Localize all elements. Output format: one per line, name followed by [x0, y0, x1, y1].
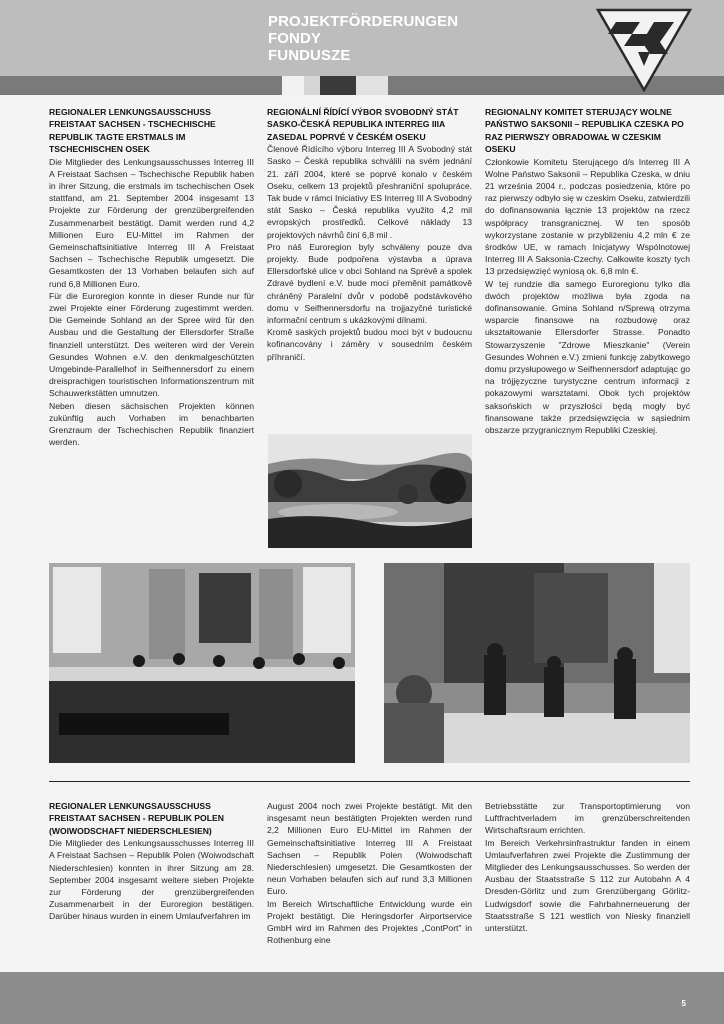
article-body: Die Mitglieder des Lenkungsausschusses Interreg III A Freistaat Sachsen – Tschechische Republik haben in ihrer Sitzung, die erstmals im tschechischen Osek stattfand, am 21. September 2004 insgesamt 13 Projekte zur Förderung der grenzübergreifenden Zusammenarbeit bestätigt. Damit werden rund 4,2 Millionen Euro EU-Mittel im Rahmen der Gemeinschaftsinitiative Interreg III A Freistaat Sachsen – Tschechische Republik umgesetzt. Die Gesamtkosten der 13 Vorhaben belaufen sich auf rund 6,8 Millionen Euro. Für die Euroregion konnte in dieser Runde nur für zwei Projekte einer Förderung zugestimmt werden. Die Gemeinde Sohland an der Spree wird für den Ausbau und die Gestaltung der Ellersdorfer Straße finanziell unterstützt. Des weiteren wird der Verein Gesundes Wohnen e.V. den denkmalgeschützten Umgebinde-Parallelhof in Seifhennersdorf zu einem dreisprachigen touristischen Informationszentrum mit Schauwerkstätten umnutzen. Neben diesen sächsischen Projekten können zukünftig auch Vorhaben im benachbarten Grenzraum der Tschechischen Republik finanziert werden. — [49, 156, 254, 448]
page-number: 5 — [681, 999, 686, 1008]
article-column-bottom-1 — [49, 800, 254, 923]
article-column-polish — [485, 106, 690, 436]
landscape-photo — [268, 434, 472, 548]
section-title — [268, 13, 458, 64]
article-heading: REGIONÁLNÍ ŘÍDÍCÍ VÝBOR SVOBODNÝ STÁT SASKO-ČESKÁ REPUBLIKA INTERREG IIIA ZASEDAL POPRVÉ V ČESKÉM OSEKU — [267, 107, 459, 142]
article-body: Die Mitglieder des Lenkungsausschusses Interreg III A Freistaat Sachsen – Republik Polen (Woiwodschaft Niederschlesien) konnten in ihrer Sitzung am 28. September 2004 insgesamt weitere sieben Projekte zur Förderung der grenzübergreifenden Zusammenarbeit in der Euroregion bestätigen. Darüber hinaus wurden in einem Umlaufverfahren im — [49, 838, 254, 922]
article-column-bottom-3 — [485, 800, 690, 934]
section-title-line: FONDY — [268, 30, 321, 47]
article-body: Členové Řídícího výboru Interreg III A Svobodný stát Sasko – Česká republika schválili na svém jednání 21. září 2004, které se poprvé konalo v českém Oseku, celkem 13 projektů přeshraniční spolupráce. Tak bude v rámci Iniciativy ES Interreg III A Svobodný stát Sasko – Česká republika využito 4,2 mil evropských prostředků. Celkové náklady 13 projektových návrhů činí 6,8 mil . Pro náš Euroregion byly schváleny pouze dva projekty. Bude podpořena výstavba a úprava Ellersdorfské ulice v obci Sohland na Sprévě a spolek Zdravé bydlení e.V. bude moci přeměnit památkově chráněný Paralelní dvůr v podobě podstávkového domu v Seifhennersdorfu na trojjazyčné turistické informační centrum s ukázkovými dílnami. Kromě saských projektů budou moci být v budoucnu kofinancovány i záměry v sousedním českém příhraničí. — [267, 144, 472, 362]
article-heading: REGIONALER LENKUNGSAUSSCHUSS FREISTAAT SACHSEN - REPUBLIK POLEN (WOIWODSCHAFT NIEDERSCHLESIEN) — [49, 801, 224, 836]
article-body: Członkowie Komitetu Sterującego d/s Interreg III A Wolne Państwo Saksonii – Republika Czeska, w dniu 21 września 2004 r., podczas posiedzenia, które po raz pierwszy odbyło się w czeskim Oseku, zatwierdzili do dofinansowania łącznie 13 projektów na rzecz współpracy transgranicznej. W ten sposób wykorzystane zostanie w przybliżeniu 4,2 mln € ze środków UE, w ramach Inicjatywy Wspólnotowej Interreg III A Saksonia-Czechy. Całkowite koszty tych 13 przedsięwzięć wyniosą ok. 6,8 mln €. W tej rundzie dla samego Euroregionu tylko dla dwóch projektów możliwa była zgoda na dofinansowanie. Gmina Sohland n/Sprewą otrzyma wsparcie finansowe na rozbudowę oraz ukształtowanie Ellersdorfer Strasse. Ponadto Stowarzyszenie "Zdrowe Mieszkanie" (Verein Gesundes Wohnen e.V.) zmieni funkcję zabytkowego domu przysłupowego w Seifhennersdorf adaptując go na trójjęzyczne turystyczne centrum informacji z pokazowymi warsztatami. Obok tych projektów saksońskich w przyszłości będą mogły być finansowane także przedsięwzięcia w sąsiednim obszarze przygranicznym Republiki Czeskiej. — [485, 156, 690, 436]
article-heading: REGIONALER LENKUNGSAUSSCHUSS FREISTAAT SACHSEN - TSCHECHISCHE REPUBLIK TAGTE ERSTMALS IM TSCHECHISCHEN OSEK — [49, 107, 216, 155]
header-strip-block — [320, 76, 356, 95]
meeting-hall-photo — [49, 563, 355, 763]
page-header — [0, 0, 724, 95]
page-footer — [0, 972, 724, 1024]
header-strip-block — [304, 76, 320, 95]
article-body: Betriebsstätte zur Transportoptimierung von Luftfrachtverladern im grenzüberschreitenden Wirtschaftsraum errichten. Im Bereich Verkehrsinfrastruktur fanden in einem Umlaufverfahren zwei Projekte die Zustimmung der Mitglieder des Lenkungsausschusses. So werden der Ausbau der Staatsstraße S 112 zur Autobahn A 4 Dresden-Görlitz und zum Grenzübergang Görlitz-Ludwigsdorf sowie die Fahrbahnerneuerung der Staatsstraße S 121 westlich von Niesky finanziell unterstützt. — [485, 801, 690, 934]
meeting-speech-photo — [384, 563, 690, 763]
section-title-line: FUNDUSZE — [268, 47, 351, 64]
article-body: August 2004 noch zwei Projekte bestätigt. Mit den insgesamt neun bestätigten Projekten werden rund 2,2 Millionen Euro EU-Mittel im Rahmen der Gemeinschaftsinitiative Interreg III A Freistaat Sachsen – Republik Polen (Woiwodschaft Niederschlesien) umgesetzt. Die Gesamtkosten der neun Vorhaben belaufen sich auf rund 3,3 Millionen Euro. Im Bereich Wirtschaftliche Entwicklung wurde ein Projekt bestätigt. Die Heringsdorfer Airportservice GmbH wird im Rahmen des Projektes „ContPort" in Rothenburg eine — [267, 801, 472, 946]
article-column-czech — [267, 106, 472, 363]
article-column-bottom-2 — [267, 800, 472, 946]
article-heading: REGIONALNY KOMITET STERUJĄCY WOLNE PAŃSTWO SAKSONII – REPUBLIKA CZESKA PO RAZ PIERWSZY OBRADOWAŁ W CZESKIM OSEKU — [485, 107, 684, 155]
header-strip-block — [356, 76, 388, 95]
article-column-german — [49, 106, 254, 449]
header-strip-block — [282, 76, 304, 95]
section-divider — [49, 781, 690, 782]
euroregion-arrow-logo-icon — [596, 8, 692, 92]
section-title-line: PROJEKTFÖRDERUNGEN — [268, 13, 459, 30]
